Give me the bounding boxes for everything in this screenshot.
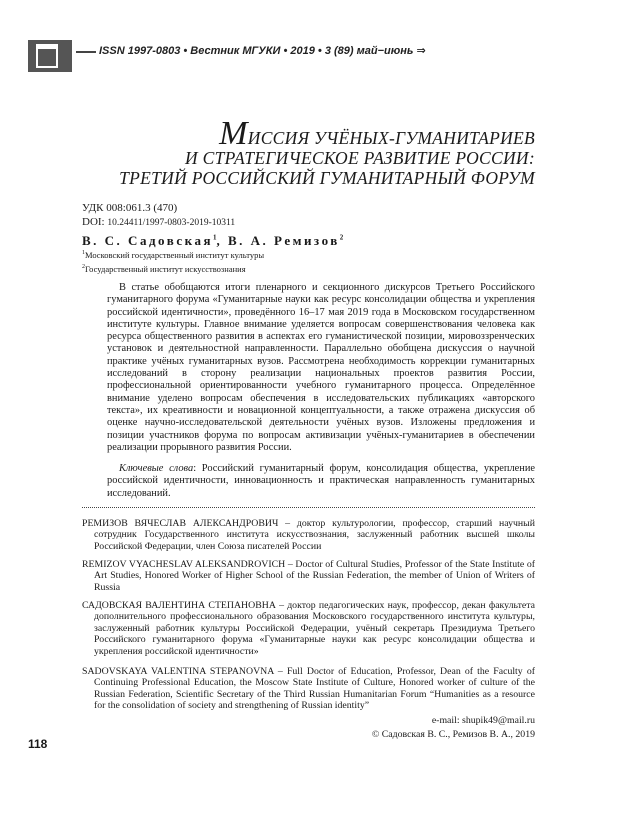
column-icon <box>36 44 58 68</box>
title-line-3: ТРЕТИЙ РОССИЙСКИЙ ГУМАНИТАРНЫЙ ФОРУМ <box>119 168 535 188</box>
title-line-1: МИССИЯ УЧЁНЫХ-ГУМАНИТАРИЕВ <box>219 115 535 152</box>
bio-remizov-ru: РЕМИЗОВ ВЯЧЕСЛАВ АЛЕКСАНДРОВИЧ – доктор культурологии, профессор, старший научный сотрудник Государственного института искусствознания, заслуженный работник высшей школы Российской Федерации, член Союза писателей России <box>82 518 535 552</box>
page-number: 118 <box>28 737 48 751</box>
article-title <box>119 115 535 188</box>
affiliation-1: $^1$Московский государственный институт культуры <box>82 250 265 260</box>
running-header: ISSN 1997-0803 • Вестник МГУКИ • 2019 • 3 (89) май−июнь ⇒ <box>99 45 426 57</box>
bio-sadovskaya-ru: САДОВСКАЯ ВАЛЕНТИНА СТЕПАНОВНА – доктор педагогических наук, профессор, декан факультета дополнительного профессионального образования Московского государственного института культуры, заслуженный работник культуры Российской Федерации, учёный секретарь Президиума Третьего Российского гуманитарного форума «Гуманитарные науки как ресурс консолидации общества и укрепления российской идентичности» <box>82 600 535 657</box>
title-line-2: И СТРАТЕГИЧЕСКОЕ РАЗВИТИЕ РОССИИ: <box>184 148 535 168</box>
header-rule <box>76 51 96 53</box>
affiliation-2: $^2$Государственный институт искусствознания <box>82 264 246 274</box>
doi: DOI: 10.24411/1997-0803-2019-10311 <box>82 216 236 228</box>
section-divider <box>82 507 535 508</box>
abstract: В статье обобщаются итоги пленарного и секционного дискурсов Третьего Российского гуманитарного форума «Гуманитарные науки как ресурс консолидации общества и укрепления российской идентичности», проведённого 16–17 мая 2019 года в Московском государственном институте культуры. Главное внимание уделяется вопросам совершенствования человека как ресурса общественного развития в аспектах его гуманистической позиции, мировоззренческих установок и деятельностной направленности. Параллельно обобщена дискуссия о научной практике учёных гуманитарных вузов. Рассмотрена необходимость коррекции гуманитарных исследований в сторону реализации национальных проектов развития России, профессиональной ориентированности учебного гуманитарного процесса. Определённое внимание уделено вопросам обеспечения в исследовательских публикациях «авторского текста», их креативности и новационной концептуальности, а также отражена дискуссия об оценке научно-исследовательской деятельности учёных вузов. Изложены предложения и позиции участников форума по вопросам активизации учёных-гуманитариев в обеспечении реализации прорывного развития России. <box>107 282 535 453</box>
email-link[interactable]: e-mail: shupik49@mail.ru <box>431 715 535 726</box>
authors: В. С. Садовская$^1$, В. А. Ремизов$^2$ <box>82 233 344 248</box>
doi-link[interactable]: 10.24411/1997-0803-2019-10311 <box>107 218 236 228</box>
bio-remizov-en: REMIZOV VYACHESLAV ALEKSANDROVICH – Doctor of Cultural Studies, Professor of the State Institute of Art Studies, Honored Worker of Higher School of the Russian Federation, the member of Union of Writers of Russia <box>82 559 535 593</box>
title-initial: М <box>219 115 248 152</box>
journal-logo <box>28 40 72 72</box>
bio-sadovskaya-en: SADOVSKAYA VALENTINA STEPANOVNA – Full Doctor of Education, Professor, Dean of the Faculty of Continuing Professional Education, the Moscow State Institute of Culture, Honored worker of culture of the Russian Federation, Scientific Secretary of the Third Russian Humanitarian Forum “Humanities as a resource for the consolidation of society and strengthening of Russian identity” <box>82 666 535 712</box>
udk-code: УДК 008:061.3 (470) <box>82 202 178 214</box>
keywords: Ключевые слова: Российский гуманитарный форум, консолидация общества, укрепление российской идентичности, инновационность и практическая направленность гуманитарных исследований. <box>107 463 536 499</box>
copyright: © Садовская В. С., Ремизов В. А., 2019 <box>371 729 535 740</box>
